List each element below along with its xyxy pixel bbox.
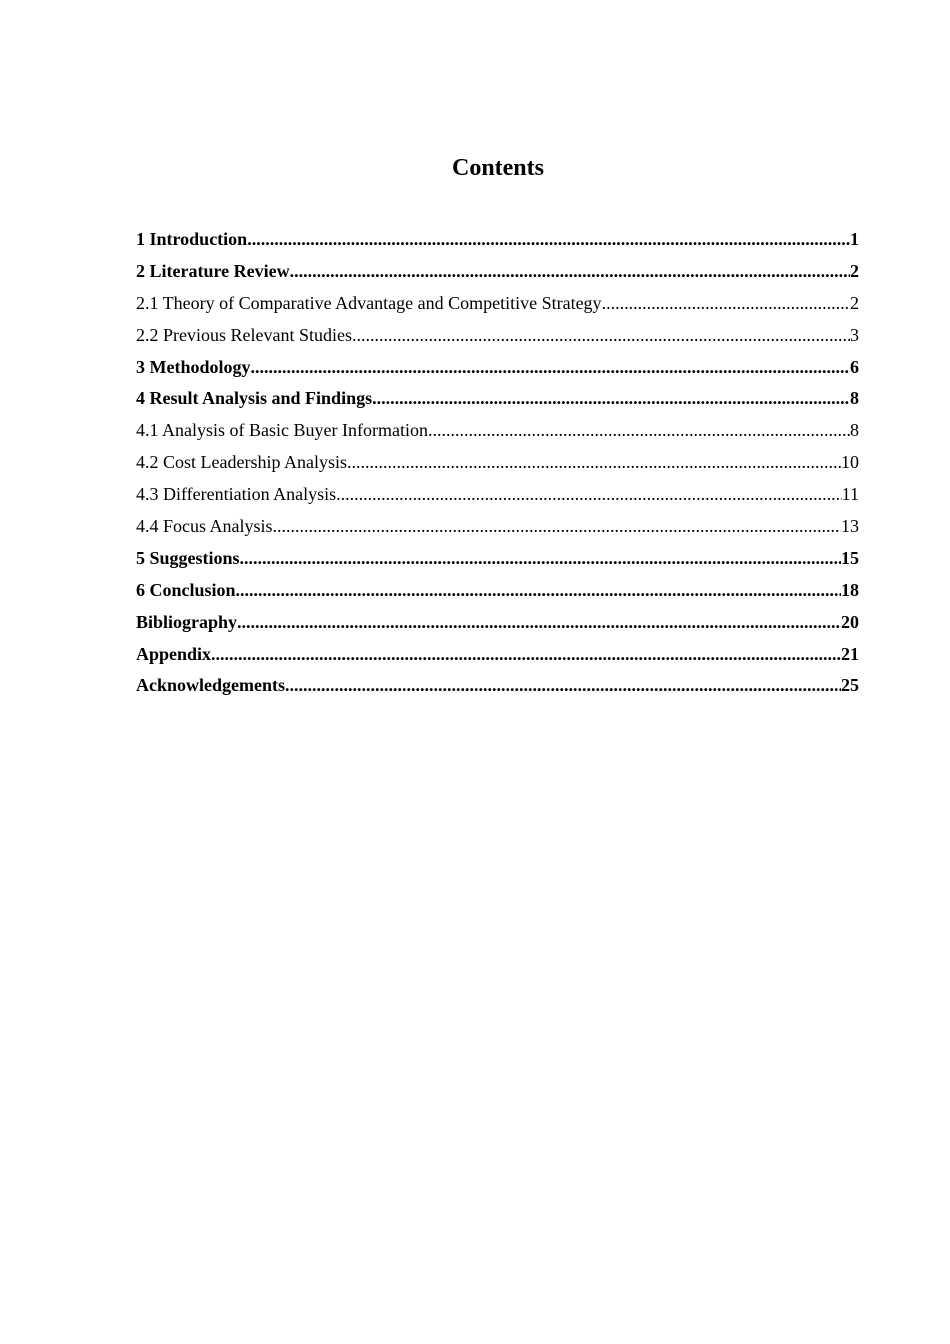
toc-entry[interactable] <box>136 224 859 256</box>
toc-entry[interactable] <box>136 479 859 511</box>
toc-dot-leader <box>273 511 841 543</box>
toc-entry-page: 18 <box>841 579 859 600</box>
toc-entry[interactable] <box>136 383 859 415</box>
toc-title: Contents <box>451 155 544 181</box>
toc-entry-label: 6 Conclusion <box>136 579 236 600</box>
toc-entry[interactable] <box>136 320 859 352</box>
toc-entry[interactable] <box>136 415 859 447</box>
toc-entry-label: 4.1 Analysis of Basic Buyer Information <box>136 420 428 441</box>
toc-entry-page: 1 <box>850 229 859 249</box>
toc-entry[interactable] <box>136 447 859 479</box>
toc-entry-label: 4.3 Differentiation Analysis <box>136 484 337 505</box>
toc-entry[interactable] <box>136 670 859 702</box>
toc-entry[interactable] <box>136 607 859 639</box>
toc-entry-page: 10 <box>841 452 859 473</box>
toc-list <box>136 224 859 702</box>
toc-dot-leader <box>372 383 850 415</box>
toc-entry-label: 4.4 Focus Analysis <box>136 516 273 537</box>
toc-entry-label: 1 Introduction <box>136 229 248 249</box>
toc-entry[interactable] <box>136 511 859 543</box>
toc-dot-leader <box>236 575 841 607</box>
toc-dot-leader <box>285 670 841 702</box>
toc-entry-label: 2.2 Previous Relevant Studies <box>136 324 352 345</box>
toc-entry[interactable] <box>136 639 859 671</box>
toc-dot-leader <box>237 607 841 639</box>
toc-dot-leader <box>347 447 841 479</box>
toc-entry-page: 3 <box>850 324 859 345</box>
toc-entry-page: 8 <box>850 388 859 409</box>
toc-entry-label: Acknowledgements <box>136 675 285 696</box>
toc-entry-label: 2.1 Theory of Comparative Advantage and Competitive Strategy <box>136 292 602 313</box>
toc-entry[interactable] <box>136 543 859 575</box>
toc-entry-label: 4.2 Cost Leadership Analysis <box>136 452 347 473</box>
toc-entry-page: 13 <box>841 516 859 537</box>
toc-dot-leader <box>211 639 841 671</box>
toc-dot-leader <box>290 256 850 288</box>
toc-dot-leader <box>428 415 850 447</box>
toc-entry-page: 6 <box>850 356 859 377</box>
toc-entry[interactable] <box>136 352 859 384</box>
toc-dot-leader <box>251 352 851 384</box>
toc-dot-leader <box>352 320 850 352</box>
toc-entry-page: 21 <box>841 643 859 664</box>
toc-entry-label: 3 Methodology <box>136 356 251 377</box>
toc-entry[interactable] <box>136 575 859 607</box>
toc-entry-label: Bibliography <box>136 611 238 632</box>
toc-entry-page: 8 <box>850 420 859 441</box>
toc-entry-label: 4 Result Analysis and Findings <box>136 388 373 409</box>
toc-entry-page: 25 <box>841 675 859 696</box>
toc-entry-page: 2 <box>850 260 859 281</box>
toc-entry[interactable] <box>136 256 859 288</box>
toc-entry[interactable] <box>136 288 859 320</box>
toc-entry-label: Appendix <box>136 643 212 664</box>
toc-dot-leader <box>602 288 850 320</box>
toc-dot-leader <box>336 479 842 511</box>
toc-dot-leader <box>247 224 850 256</box>
toc-dot-leader <box>240 543 841 575</box>
toc-entry-label: 2 Literature Review <box>136 260 290 281</box>
toc-entry-page: 2 <box>850 292 859 313</box>
toc-entry-page: 15 <box>841 547 859 568</box>
toc-entry-label: 5 Suggestions <box>136 547 240 568</box>
toc-entry-page: 11 <box>841 484 859 505</box>
toc-entry-page: 20 <box>841 611 859 632</box>
